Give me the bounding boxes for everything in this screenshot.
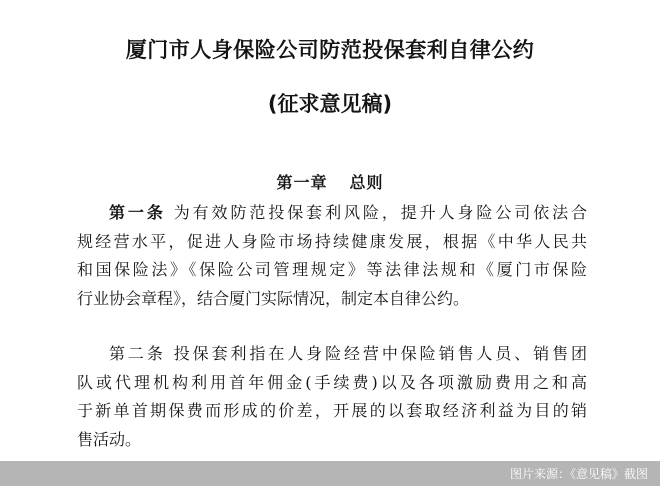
document-subtitle: (征求意见稿) (267, 92, 393, 116)
article-1-line-2: 规经营水平，促进人身险市场持续健康发展，根据《中华人民共 (77, 231, 587, 251)
chapter-name: 总则 (349, 173, 384, 192)
article-1-label: 第一条 (109, 203, 166, 222)
article-1-line-1-text: 为有效防范投保套利风险，提升人身险公司依法合 (173, 203, 587, 222)
chapter-number: 第一章 (276, 173, 328, 192)
article-2-line-4: 售活动。 (77, 430, 142, 450)
chapter-heading (0, 170, 660, 193)
article-2 (77, 340, 587, 455)
article-1-line-3: 和国保险法》《保险公司管理规定》等法律法规和《厦门市保险 (77, 260, 587, 280)
article-2-line-1: 第二条 投保套利指在人身险经营中保险销售人员、销售团 (109, 344, 587, 363)
image-source-caption-bar (0, 461, 660, 486)
article-1 (77, 199, 587, 314)
article-2-line-2: 队或代理机构利用首年佣金(手续费)以及各项激励费用之和高 (77, 372, 587, 392)
article-2-line-3: 于新单首期保费而形成的价差，开展的以套取经济利益为目的销 (77, 401, 587, 421)
document-title: 厦门市人身保险公司防范投保套利自律公约 (125, 38, 535, 62)
image-source-caption: 图片来源：《意见稿》截图 (509, 467, 648, 481)
article-1-line-1 (77, 199, 587, 228)
article-1-line-4: 行业协会章程》，结合厦门实际情况，制定本自律公约。 (77, 289, 470, 309)
